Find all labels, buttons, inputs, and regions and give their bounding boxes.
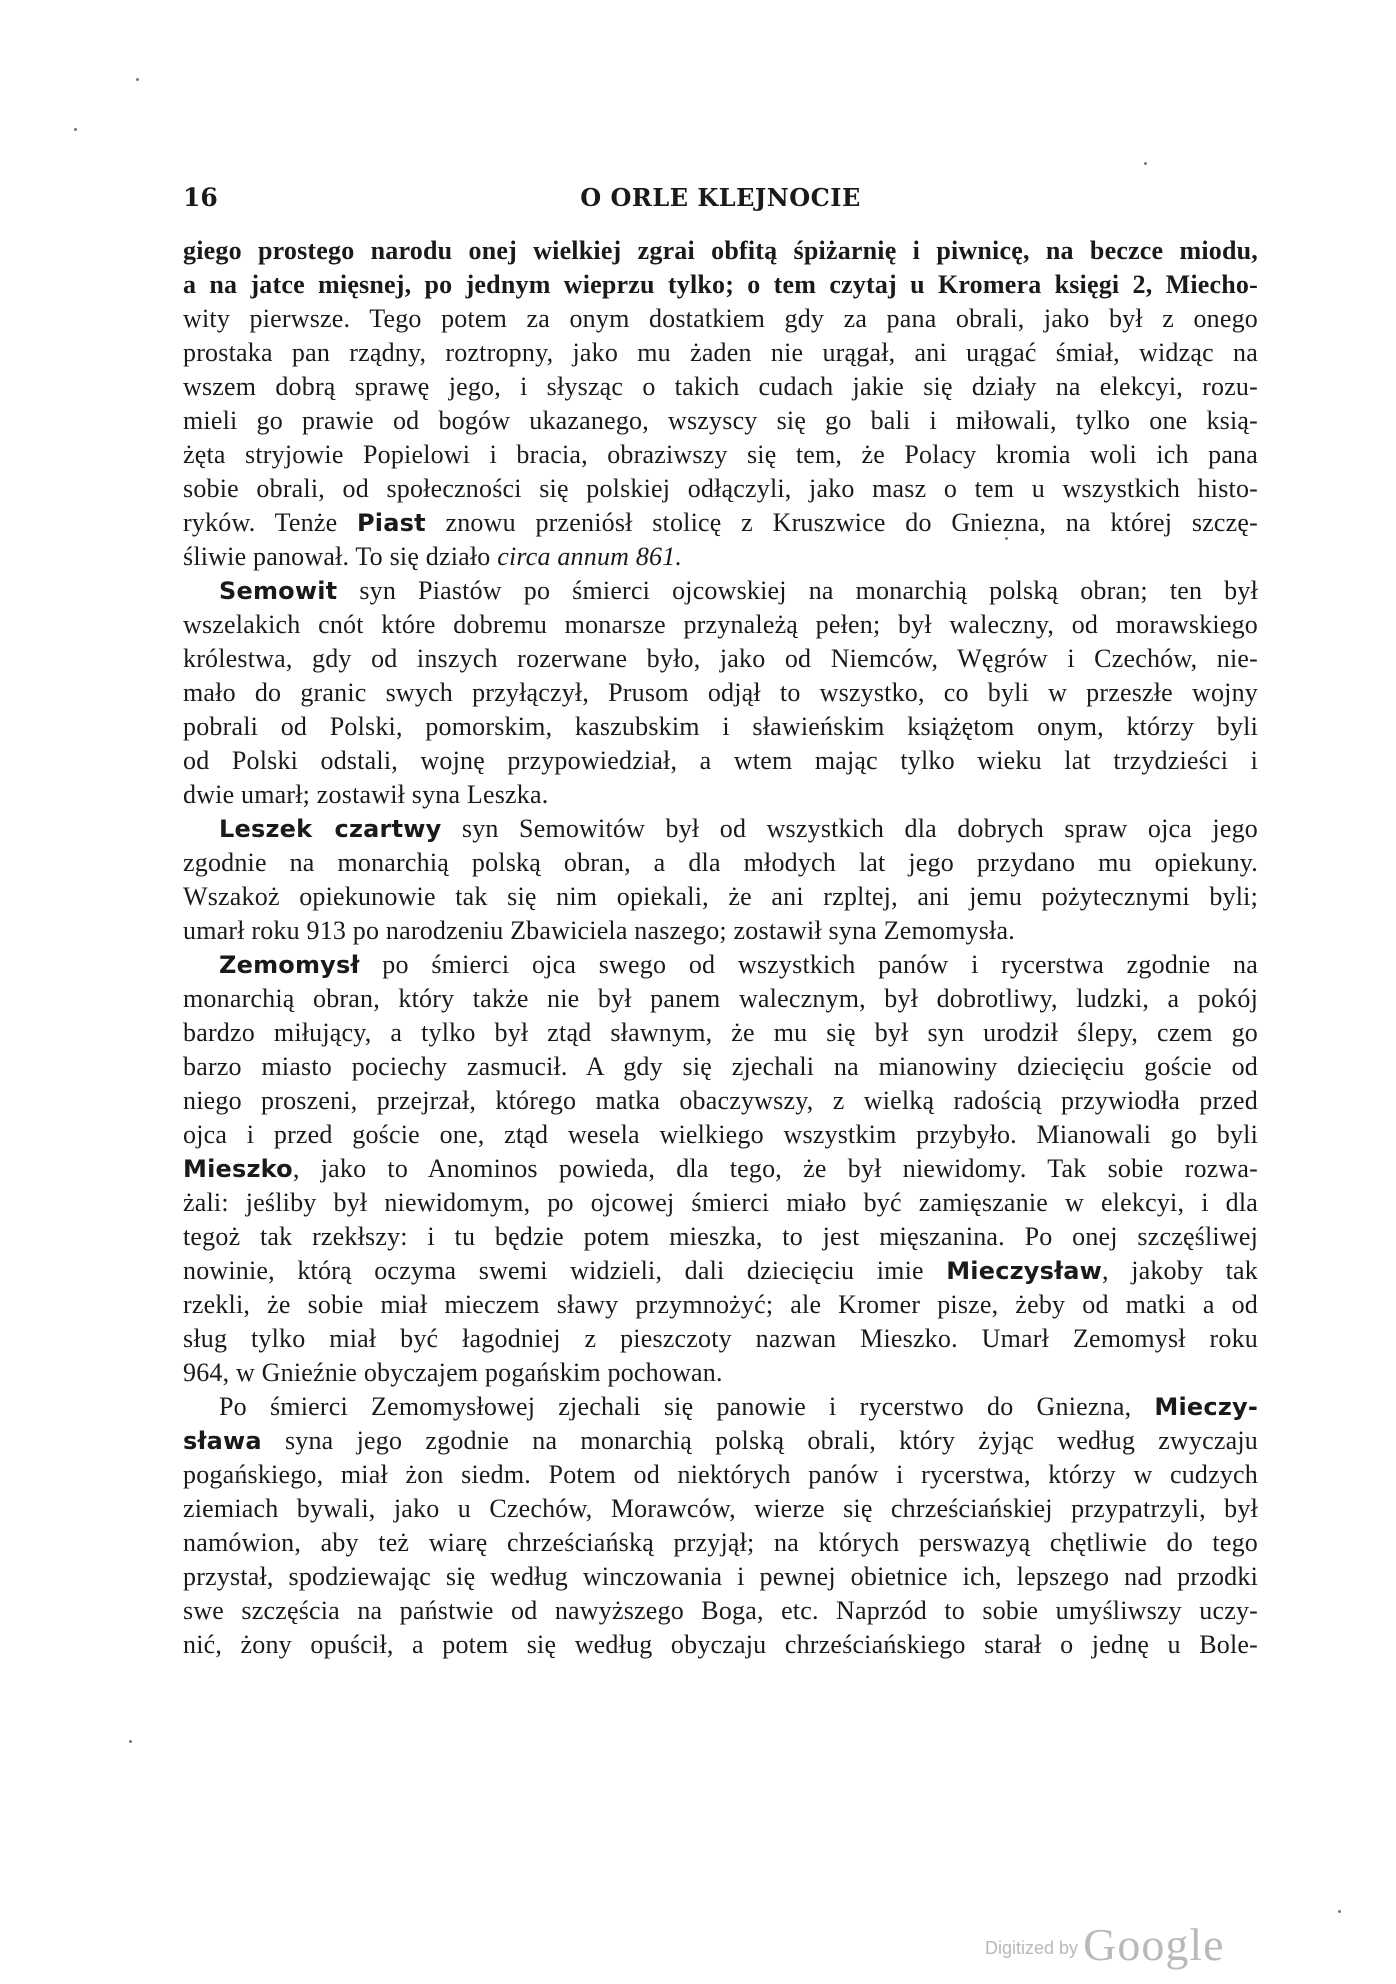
ruler-name: Piast xyxy=(357,509,426,537)
text-segment: syn Semowitów był od wszystkich dla dobrych spraw ojca jego xyxy=(441,814,1258,843)
text-line xyxy=(183,506,1258,540)
text-line xyxy=(183,608,1258,642)
text-segment: umarł roku 913 po narodzeniu Zbawiciela naszego; zostawił syna Zemomysła. xyxy=(183,916,1015,945)
text-line xyxy=(183,234,1258,268)
text-segment: 964, w Gnieźnie obyczajem pogańskim pochowan. xyxy=(183,1358,723,1387)
text-line xyxy=(183,1560,1258,1594)
text-segment: żęta stryjowie Popielowi i bracia, obraziwszy się tem, że Polacy kromia woli ich pana xyxy=(183,440,1258,469)
text-segment: bardzo miłujący, a tylko był ztąd sławnym, że mu się był syn urodził ślepy, czem go xyxy=(183,1018,1258,1047)
text-line xyxy=(183,1628,1258,1662)
text-segment: , jako to Anominos powieda, dla tego, że był niewidomy. Tak sobie rozwa- xyxy=(292,1154,1258,1183)
text-segment: syn Piastów po śmierci ojcowskiej na monarchią polską obran; ten był xyxy=(337,576,1258,605)
italic-phrase: circa annum 861. xyxy=(497,542,683,571)
text-line xyxy=(183,540,1258,574)
running-head xyxy=(183,183,1258,219)
ruler-name: Leszek czartwy xyxy=(219,815,442,843)
ruler-name: Mieszko xyxy=(183,1155,293,1183)
text-line xyxy=(183,1288,1258,1322)
text-segment: ryków. Tenże xyxy=(183,508,358,537)
text-line xyxy=(183,1186,1258,1220)
text-line xyxy=(183,1016,1258,1050)
text-segment: wszem dobrą sprawę jego, i słysząc o takich cudach jakie się działy na elekcyi, rozu- xyxy=(183,372,1258,401)
text-segment: syna jego zgodnie na monarchią polską obrali, który żyjąc według zwyczaju xyxy=(261,1426,1258,1455)
text-segment: rzekli, że sobie miał mieczem sławy przymnożyć; ale Kromer pisze, żeby od matki a od xyxy=(183,1290,1258,1319)
text-segment: przystał, spodziewając się według winczowania i pewnej obietnice ich, lepszego nad przodki xyxy=(183,1562,1258,1591)
text-line xyxy=(183,1458,1258,1492)
text-segment: żali: jeśliby był niewidomym, po ojcowej śmierci miało być zamięszanie w elekcyi, i dla xyxy=(183,1188,1258,1217)
text-segment: , jakoby tak xyxy=(1102,1256,1258,1285)
text-line xyxy=(183,1152,1258,1186)
text-segment: mieli go prawie od bogów ukazanego, wszyscy się go bali i miłowali, tylko one ksią- xyxy=(183,406,1258,435)
ruler-name: Mieczy- xyxy=(1154,1393,1258,1421)
text-line xyxy=(183,1594,1258,1628)
text-segment: a na jatce mięsnej, po jednym wieprzu tylko; o tem czytaj u Kromera księgi 2, Miecho- xyxy=(183,270,1258,299)
text-segment: mało do granic swych przyłączył, Prusom odjął to wszystko, co byli w przeszłe wojny xyxy=(183,678,1258,707)
text-line xyxy=(183,778,1258,812)
text-line xyxy=(183,370,1258,404)
ruler-name: Semowit xyxy=(219,577,338,605)
text-segment: śliwie panował. To się działo xyxy=(183,542,498,571)
text-segment: nić, żony opuścił, a potem się według obyczaju chrześciańskiego starał o jednę u Bole- xyxy=(183,1630,1258,1659)
text-line xyxy=(183,710,1258,744)
text-line xyxy=(183,1424,1258,1458)
page-title: O ORLE KLEJNOCIE xyxy=(580,183,861,212)
text-segment: namówion, aby też wiarę chrześciańską przyjął; na których perswazyą chętliwie do tego xyxy=(183,1528,1258,1557)
text-segment: Po śmierci Zemomysłowej zjechali się panowie i rycerstwo do Gniezna, xyxy=(219,1392,1155,1421)
text-segment: królestwa, gdy od inszych rozerwane było, jako od Niemców, Węgrów i Czechów, nie- xyxy=(183,644,1258,673)
text-segment: monarchią obran, który także nie był panem walecznym, był dobrotliwy, ludzki, a pokój xyxy=(183,984,1258,1013)
paper-speck xyxy=(1338,1910,1341,1913)
text-line xyxy=(183,1220,1258,1254)
google-logo: Google xyxy=(1083,1919,1225,1970)
text-segment: wity pierwsze. Tego potem za onym dostatkiem gdy za pana obrali, jako był z onego xyxy=(183,304,1258,333)
text-segment: wszelakich cnót które dobremu monarsze przynależą pełen; był waleczny, od morawskiego xyxy=(183,610,1258,639)
text-line xyxy=(183,948,1258,982)
text-line xyxy=(183,1322,1258,1356)
paper-speck xyxy=(129,1740,132,1743)
ruler-name: sława xyxy=(183,1427,262,1455)
text-line xyxy=(183,404,1258,438)
text-line xyxy=(183,1526,1258,1560)
body-text xyxy=(183,234,1258,1662)
text-segment: nowinie, którą oczyma swemi widzieli, dali dziecięciu imie xyxy=(183,1256,947,1285)
text-line xyxy=(183,880,1258,914)
text-line xyxy=(183,846,1258,880)
text-segment: po śmierci ojca swego od wszystkich panów i rycerstwa zgodnie na xyxy=(359,950,1258,979)
text-line xyxy=(183,438,1258,472)
text-segment: od Polski odstali, wojnę przypowiedział, a wtem mając tylko wieku lat trzydzieści i xyxy=(183,746,1258,775)
page-number: 16 xyxy=(183,183,218,212)
text-segment: niego proszeni, przejrzał, którego matka obaczywszy, z wielką radością przywiodła przed xyxy=(183,1086,1258,1115)
text-segment: ziemiach bywali, jako u Czechów, Morawców, wierze się chrześciańskiej przypatrzyli, był xyxy=(183,1494,1258,1523)
text-line xyxy=(183,914,1258,948)
text-line xyxy=(183,574,1258,608)
text-line xyxy=(183,268,1258,302)
text-segment: pogańskiego, miał żon siedm. Potem od niektórych panów i rycerstwa, którzy w cudzych xyxy=(183,1460,1258,1489)
text-segment: giego prostego narodu onej wielkiej zgrai obfitą śpiżarnię i piwnicę, na beczce miodu, xyxy=(183,236,1258,265)
text-line xyxy=(183,676,1258,710)
text-line xyxy=(183,472,1258,506)
paper-speck xyxy=(136,78,139,81)
text-line xyxy=(183,1050,1258,1084)
digitized-watermark xyxy=(985,1918,1225,1968)
watermark-prefix: Digitized by xyxy=(985,1938,1079,1958)
text-line xyxy=(183,1118,1258,1152)
text-segment: sług tylko miał być łagodniej z pieszczoty nazwan Mieszko. Umarł Zemomysł roku xyxy=(183,1324,1258,1353)
paper-speck xyxy=(74,128,77,131)
text-segment: tegoż tak rzekłszy: i tu będzie potem mieszka, to jest mięszanina. Po onej szczęśliwej xyxy=(183,1222,1258,1251)
text-segment: znowu przeniósł stolicę z Kruszwice do Gniezna, na której szczę- xyxy=(425,508,1258,537)
text-segment: swe szczęścia na państwie od nawyższego Boga, etc. Naprzód to sobie umyśliwszy uczy- xyxy=(183,1596,1258,1625)
ruler-name: Mieczysław xyxy=(946,1257,1103,1285)
text-line xyxy=(183,336,1258,370)
text-line xyxy=(183,642,1258,676)
text-line xyxy=(183,1356,1258,1390)
text-segment: sobie obrali, od społeczności się polskiej odłączyli, jako masz o tem u wszystkich histo- xyxy=(183,474,1258,503)
paper-speck xyxy=(1005,537,1008,540)
text-segment: Wszakoż opiekunowie tak się nim opiekali, że ani rzpltej, ani jemu pożytecznymi byli; xyxy=(183,882,1258,911)
paper-speck xyxy=(1144,162,1147,165)
ruler-name: Zemomysł xyxy=(219,951,360,979)
text-segment: barzo miasto pociechy zasmucił. A gdy się zjechali na mianowiny dziecięciu goście od xyxy=(183,1052,1258,1081)
text-segment: prostaka pan rządny, roztropny, jako mu żaden nie urągał, ani urągać śmiał, widząc na xyxy=(183,338,1258,367)
text-line xyxy=(183,1084,1258,1118)
text-segment: zgodnie na monarchią polską obran, a dla młodych lat jego przydano mu opiekuny. xyxy=(183,848,1258,877)
text-line xyxy=(183,744,1258,778)
text-line xyxy=(183,302,1258,336)
text-line xyxy=(183,812,1258,846)
text-segment: dwie umarł; zostawił syna Leszka. xyxy=(183,780,549,809)
text-line xyxy=(183,1390,1258,1424)
text-segment: ojca i przed goście one, ztąd wesela wielkiego wszystkim przybyło. Mianowali go byli xyxy=(183,1120,1258,1149)
text-segment: pobrali od Polski, pomorskim, kaszubskim i sławieńskim książętom onym, którzy byli xyxy=(183,712,1258,741)
text-line xyxy=(183,1492,1258,1526)
text-line xyxy=(183,1254,1258,1288)
text-line xyxy=(183,982,1258,1016)
